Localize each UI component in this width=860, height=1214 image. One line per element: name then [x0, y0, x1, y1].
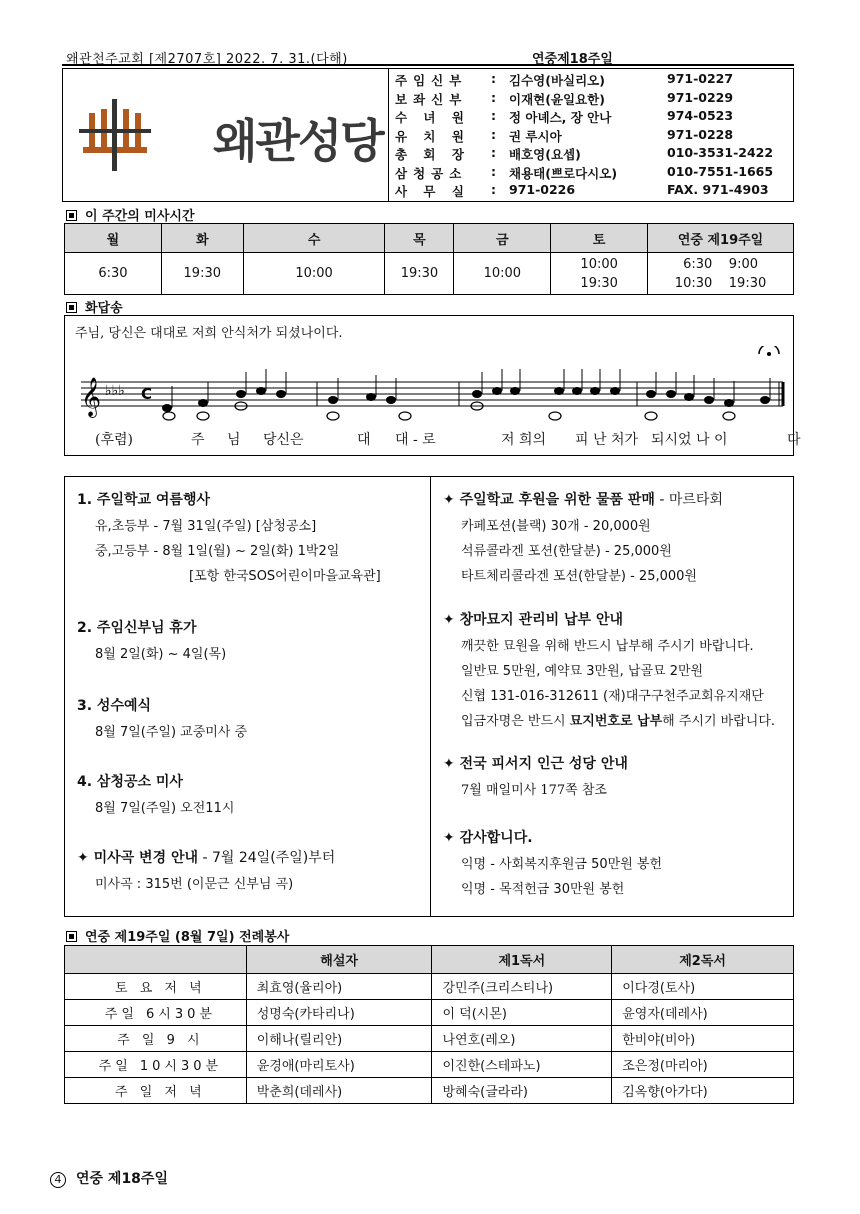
staff-name: 971-0226	[509, 182, 576, 197]
duty-header-cell: 제1독서	[432, 946, 612, 974]
duty-cell: 이해나(릴리안)	[246, 1026, 432, 1052]
svg-text:C: C	[141, 385, 153, 403]
duty-cell: 토 요 저 녁	[65, 974, 247, 1000]
staff-phone: 974-0523	[667, 108, 734, 123]
mass-day-header: 금	[454, 224, 551, 253]
notice-line: [포항 한국SOS어린이마을교육관]	[189, 569, 381, 584]
notice-line: 입금자명은 반드시 묘지번호로 납부해 주시기 바랍니다.	[461, 714, 776, 729]
staff-phone: 971-0228	[667, 126, 734, 142]
mass-times-table	[64, 223, 794, 295]
notice-title: ✦ 주일학교 후원을 위한 물품 판매 - 마르타회	[443, 492, 723, 508]
mass-times-heading: 이 주간의 미사시간	[66, 205, 195, 224]
staff-name: 채용태(쁘로다시오)	[509, 165, 618, 181]
staff-phone: 010-3531-2422	[667, 145, 774, 160]
bulletin-header	[62, 48, 794, 66]
notice-line: 8월 2일(화) ~ 4일(목)	[95, 647, 227, 662]
duty-row	[65, 1052, 794, 1078]
duty-cell: 윤영자(데레사)	[612, 1000, 794, 1026]
duty-roster-table	[64, 945, 794, 1104]
notice-title: 2. 주임신부님 휴가	[77, 620, 197, 636]
liturgical-day: 연중제18주일	[532, 52, 613, 67]
notices-divider	[430, 477, 431, 916]
staff-name: 권 루시아	[509, 128, 562, 144]
psalm-box	[64, 315, 801, 456]
mass-day-header: 연중 제19주일	[648, 224, 794, 253]
staff-role: 총 회 장	[395, 147, 470, 162]
duty-cell: 박춘희(데레사)	[246, 1078, 432, 1104]
staff-colon: :	[491, 126, 496, 142]
duty-header-cell: 제2독서	[612, 946, 794, 974]
mass-time-cell: 19:30	[161, 253, 243, 295]
mass-day-header: 화	[161, 224, 243, 253]
lyric-syllable: 대 - 로	[395, 432, 436, 448]
notice-line: 신협 131-016-312611 (재)대구구천주교회유지재단	[461, 689, 764, 704]
square-bullet-icon	[66, 210, 77, 221]
notice-title: 1. 주일학교 여름행사	[77, 492, 210, 508]
psalm-verse: 주님, 당신은 대대로 저희 안식처가 되셨나이다.	[75, 326, 343, 341]
notice-line: 타트체리콜라겐 포션(한달분) - 25,000원	[461, 569, 697, 584]
notice-title: ✦ 전국 피서지 인근 성당 안내	[443, 756, 628, 772]
duty-cell: 최효영(율리아)	[246, 974, 432, 1000]
staff-phone: 010-7551-1665	[667, 163, 774, 179]
lyric-syllable: 주	[191, 432, 205, 448]
staff-role: 사 무 실	[395, 184, 470, 199]
mass-time-cell: 6:30 9:00 10:30 19:30	[648, 253, 794, 295]
duty-row	[65, 1078, 794, 1104]
duty-cell: 주일 6시30분	[65, 1000, 247, 1026]
notice-title: 3. 성수예식	[77, 698, 152, 714]
duty-heading: 연중 제19주일 (8월 7일) 전례봉사	[66, 926, 289, 945]
square-bullet-icon	[66, 302, 77, 313]
duty-cell: 조은정(마리아)	[612, 1052, 794, 1078]
staff-colon: :	[491, 163, 496, 179]
lyric-syllable: 님	[227, 432, 241, 448]
notice-line: 8월 7일(주일) 오전11시	[95, 801, 235, 816]
mass-time-cell: 6:30	[65, 253, 162, 295]
duty-header-cell: 해설자	[246, 946, 432, 974]
staff-colon: :	[491, 71, 496, 86]
duty-cell: 윤경애(마리토사)	[246, 1052, 432, 1078]
staff-row	[391, 127, 791, 146]
staff-phone: 971-0229	[667, 89, 734, 105]
notice-line: 익명 - 사회복지후원금 50만원 봉헌	[461, 857, 663, 872]
staff-name: 정 아녜스, 장 안나	[509, 110, 612, 125]
duty-cell: 이진한(스테파노)	[432, 1052, 612, 1078]
staff-phone: FAX. 971-4903	[667, 182, 769, 197]
staff-row	[391, 90, 791, 109]
logo-wordmark: 왜관성당	[213, 114, 383, 168]
page-footer	[50, 1168, 168, 1188]
duty-cell: 강민주(크리스티나)	[432, 974, 612, 1000]
notice-line: 일반묘 5만원, 예약묘 3만원, 납골묘 2만원	[461, 664, 704, 679]
mass-time-cell: 10:00	[243, 253, 385, 295]
parish-info-box	[62, 68, 794, 202]
mass-time-cell: 10:00 19:30	[551, 253, 648, 295]
mass-day-header: 월	[65, 224, 162, 253]
notices-box	[64, 476, 794, 917]
staff-name: 이재현(윤일요한)	[509, 91, 605, 107]
staff-name: 배호영(요셉)	[509, 147, 581, 162]
duty-cell: 이 덕(시몬)	[432, 1000, 612, 1026]
notice-line: 중,고등부 - 8월 1일(월) ~ 2일(화) 1박2일	[95, 544, 340, 559]
duty-row	[65, 1000, 794, 1026]
staff-row	[391, 71, 791, 90]
duty-cell: 주 일 9 시	[65, 1026, 247, 1052]
psalm-music-score	[65, 346, 793, 428]
lyric-syllable: 피 난 처가	[575, 432, 638, 448]
notice-line: 8월 7일(주일) 교중미사 중	[95, 725, 248, 740]
bulletin-issue: 왜관천주교회 [제2707호] 2022. 7. 31.(다해)	[66, 52, 348, 67]
duty-cell: 나연호(레오)	[432, 1026, 612, 1052]
lyric-syllable: 당신은	[263, 432, 304, 448]
notice-title: ✦ 창마묘지 관리비 납부 안내	[443, 612, 623, 628]
mass-day-header: 목	[385, 224, 454, 253]
duty-row	[65, 974, 794, 1000]
lyric-syllable: 대	[357, 432, 371, 448]
duty-cell: 주일 10시30분	[65, 1052, 247, 1078]
duty-cell: 성명숙(카타리나)	[246, 1000, 432, 1026]
lyric-syllable: 되시었 나 이	[651, 432, 728, 448]
staff-row	[391, 108, 791, 127]
staff-row	[391, 145, 791, 164]
staff-colon: :	[491, 182, 496, 197]
duty-header-row	[65, 946, 794, 974]
svg-text:♭♭♭: ♭♭♭	[105, 383, 125, 399]
notice-line: 석류콜라겐 포션(한달분) - 25,000원	[461, 544, 672, 559]
square-bullet-icon	[66, 931, 77, 942]
staff-role: 보좌신부	[395, 91, 468, 107]
staff-role: 주임신부	[395, 73, 468, 88]
svg-text:𝄞: 𝄞	[81, 377, 102, 417]
duty-cell: 주 일 저 녁	[65, 1078, 247, 1104]
notice-title: 4. 삼청공소 미사	[77, 774, 183, 790]
staff-name: 김수영(바실리오)	[509, 73, 605, 88]
footer-text: 연중 제18주일	[76, 1171, 168, 1187]
mass-times-row	[65, 253, 794, 295]
mass-time-cell: 19:30	[385, 253, 454, 295]
parish-logo	[63, 69, 389, 201]
notice-title: ✦ 미사곡 변경 안내 - 7월 24일(주일)부터	[77, 850, 336, 866]
notice-line: 7월 매일미사 177쪽 참조	[461, 783, 607, 798]
mass-day-header: 토	[551, 224, 648, 253]
staff-colon: :	[491, 145, 496, 160]
staff-role: 유 치 원	[395, 128, 470, 144]
notice-line: 익명 - 목적헌금 30만원 봉헌	[461, 882, 625, 897]
staff-row	[391, 164, 791, 183]
mass-time-cell: 10:00	[454, 253, 551, 295]
mass-days-row	[65, 224, 794, 253]
duty-header-cell	[65, 946, 247, 974]
notice-line: 미사곡 : 315번 (이문근 신부님 곡)	[95, 877, 294, 892]
notice-line: 깨끗한 묘원을 위해 반드시 납부해 주시기 바랍니다.	[461, 639, 754, 654]
lyric-syllable: 다	[787, 432, 801, 448]
duty-cell: 한비야(비아)	[612, 1026, 794, 1052]
staff-role: 수 녀 원	[395, 110, 470, 125]
duty-row	[65, 1026, 794, 1052]
notice-title: ✦ 감사합니다.	[443, 830, 533, 846]
lyric-syllable: 저 희의	[501, 432, 547, 448]
lyric-syllable: (후렴)	[95, 432, 133, 448]
staff-role: 삼청공소	[395, 165, 468, 181]
notice-line: 카페포션(블랙) 30개 - 20,000원	[461, 519, 651, 534]
duty-cell: 이다경(토사)	[612, 974, 794, 1000]
duty-cell: 방혜숙(글라라)	[432, 1078, 612, 1104]
duty-cell: 김옥향(아가다)	[612, 1078, 794, 1104]
staff-colon: :	[491, 108, 496, 123]
psalm-heading: 화답송	[66, 297, 123, 316]
mass-day-header: 수	[243, 224, 385, 253]
cross-logo-icon	[75, 95, 155, 175]
notice-line: 유,초등부 - 7월 31일(주일) [삼청공소]	[95, 519, 317, 534]
staff-colon: :	[491, 89, 496, 105]
page-number: 4	[50, 1172, 66, 1188]
staff-phone: 971-0227	[667, 71, 734, 86]
staff-list	[391, 71, 791, 201]
staff-row	[391, 182, 791, 201]
